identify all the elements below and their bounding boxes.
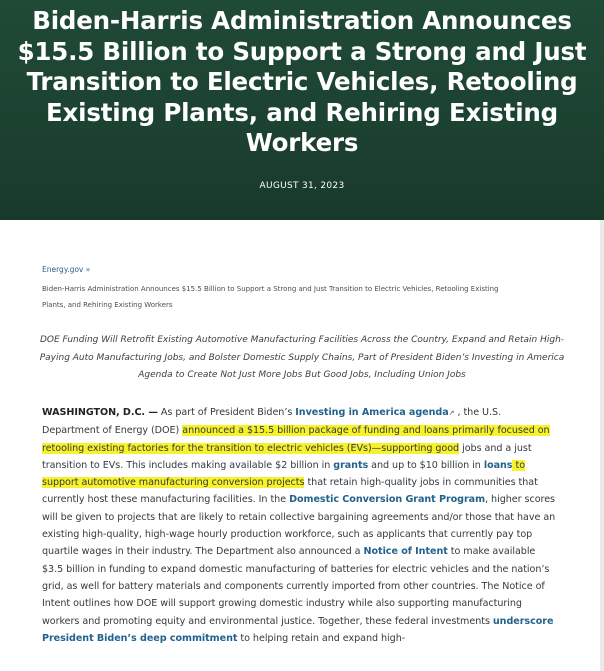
grants-link[interactable]: grants [333, 459, 369, 471]
commitment-link[interactable]: underscore President Biden’s deep commitment [42, 615, 554, 644]
article-body [42, 404, 558, 647]
notice-of-intent-link[interactable]: Notice of Intent [363, 546, 448, 558]
body-text-7: to make available $3.5 billion in funding to expand domestic manufacturing of batteries for electric vehicles and the nation’s grid, as well for battery materials and components currently imported from other countries. The Notice of Intent outlines how DOE will support growing domestic industry while also supporting manufacturing workers and promoting equity and environmental justice. Together, these federal investments [42, 546, 550, 627]
investing-in-america-link[interactable]: Investing in America agenda [295, 407, 449, 418]
dateline: WASHINGTON, D.C. — [42, 407, 158, 418]
body-text-1: As part of President Biden’s [157, 407, 296, 418]
external-link-icon: ↗ [448, 409, 455, 417]
body-text-3: jobs and a just transition to EVs. This includes making available $2 billion in [42, 442, 532, 471]
domestic-conversion-grant-link[interactable]: Domestic Conversion Grant Program [289, 494, 486, 506]
breadcrumb-current: Biden-Harris Administration Announces $15.5 Billion to Support a Strong and Just Transition to Electric Vehicles, Retooling Existing Plants, and Rehiring Existing Workers [42, 285, 499, 309]
page-title: Biden-Harris Administration Announces $15.5 Billion to Support a Strong and Just Transition to Electric Vehicles, Retooling Existing Plants, and Rehiring Existing Workers [17, 6, 587, 157]
article-sheet [0, 220, 604, 671]
hero-banner [0, 0, 604, 220]
publish-date: AUGUST 31, 2023 [259, 181, 345, 191]
loans-link[interactable]: loans [483, 459, 513, 471]
highlight-conversion: to support automotive manufacturing conversion projects [42, 459, 526, 489]
body-text-5: that retain high-quality jobs in communities that currently host these manufacturing facilities. In the [42, 477, 538, 506]
breadcrumb-home-link[interactable]: Energy.gov » [42, 265, 91, 274]
body-text-8: to helping retain and expand high- [237, 632, 406, 644]
body-text-6: , higher scores will be given to projects that are likely to retain collective bargaining agreements and/or those that have an existing high-quality, high-wage hourly production workforce, such as applicants that currently pay top quartile wages in their industry. The Department also announced a [42, 494, 556, 558]
article-subheading: DOE Funding Will Retrofit Existing Automotive Manufacturing Facilities Across the Country, Expand and Retain High-Paying Auto Manufacturing Jobs, and Bolster Domestic Supply Chains, Part of President Biden’s Investing in America Agenda to Create Not Just More Jobs But Good Jobs, Including Union Jobs [39, 335, 565, 380]
highlight-funding: announced a $15.5 billion package of funding and loans primarily focused on retooling existing factories for the transition to electric vehicles (EVs)—supporting good [42, 425, 550, 454]
scroll-edge [600, 220, 604, 671]
body-text-4: and up to $10 billion in [368, 459, 484, 471]
body-text-2: , the U.S. Department of Energy (DOE) [42, 407, 502, 437]
